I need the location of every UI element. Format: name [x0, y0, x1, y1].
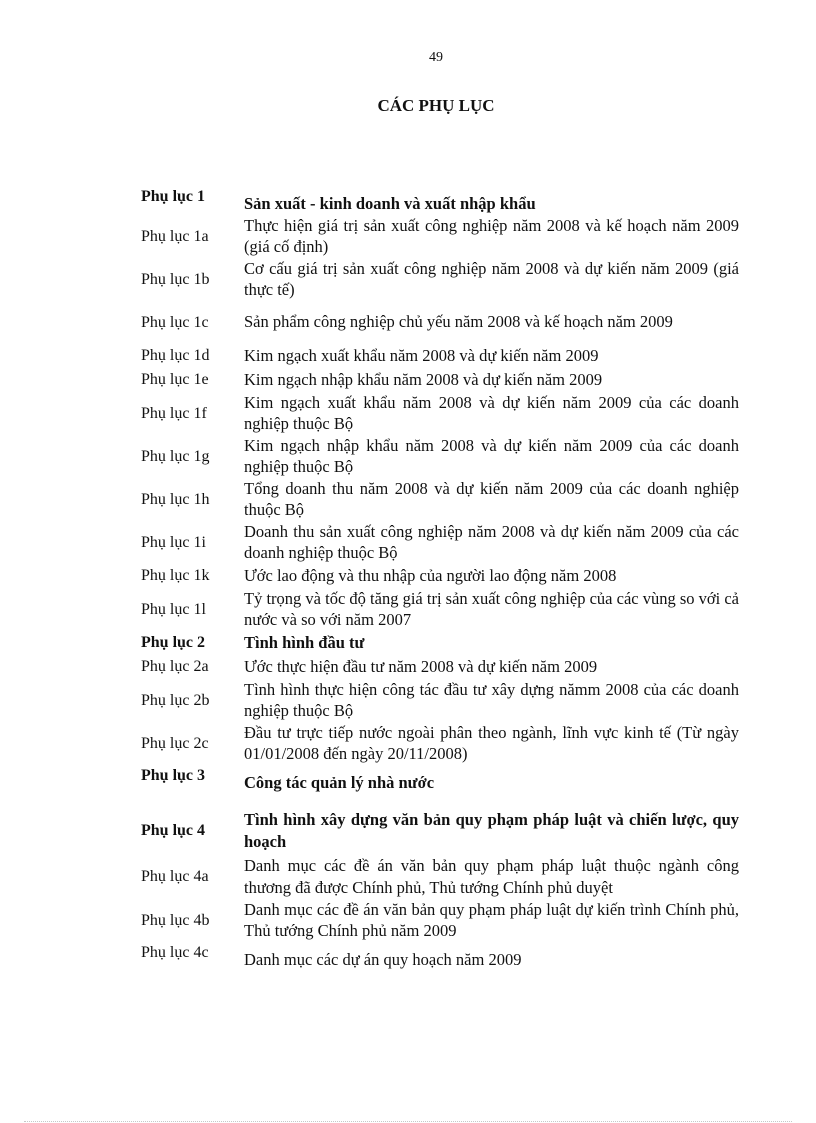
appendix-row-2a: [141, 655, 739, 679]
appendix-title: Công tác quản lý nhà nước: [244, 772, 435, 792]
appendix-row-1b: [141, 258, 739, 301]
appendix-code: Phụ lục 1l: [141, 600, 206, 618]
appendix-code: Phụ lục 1g: [141, 447, 210, 465]
appendix-title: Danh mục các đề án văn bản quy phạm pháp luật dự kiến trình Chính phủ, Thủ tướng Chính phủ năm 2009: [244, 899, 739, 940]
appendix-title: Đầu tư trực tiếp nước ngoài phân theo ngành, lĩnh vực kinh tế (Từ ngày 01/01/2008 đến ngày 20/11/2008): [244, 722, 739, 763]
appendix-row-3: [141, 765, 739, 807]
appendix-row-2c: [141, 722, 739, 765]
appendix-row-1f: [141, 392, 739, 435]
appendix-code: Phụ lục 1k: [141, 567, 210, 584]
appendix-row-4b: [141, 899, 739, 942]
appendix-row-1: [141, 186, 739, 215]
appendix-code: Phụ lục 2c: [141, 734, 209, 752]
appendix-title: Sản phẩm công nghiệp chủ yếu năm 2008 và kế hoạch năm 2009: [244, 312, 673, 332]
appendix-row-1c: [141, 301, 739, 344]
appendix-title: Kim ngạch nhập khẩu năm 2008 và dự kiến năm 2009 của các doanh nghiệp thuộc Bộ: [244, 435, 739, 476]
appendix-title: Thực hiện giá trị sản xuất công nghiệp năm 2008 và kế hoạch năm 2009 (giá cố định): [244, 215, 739, 256]
appendix-code: Phụ lục 1e: [141, 371, 209, 388]
appendix-code: Phụ lục 1f: [141, 404, 207, 422]
appendix-title: Tình hình đầu tư: [244, 632, 365, 652]
appendix-row-1g: [141, 435, 739, 478]
appendix-list: [141, 186, 739, 972]
appendix-title: Doanh thu sản xuất công nghiệp năm 2008 và dự kiến năm 2009 của các doanh nghiệp thuộc Bộ: [244, 521, 739, 562]
appendix-title: Cơ cấu giá trị sản xuất công nghiệp năm 2008 và dự kiến năm 2009 (giá thực tế): [244, 258, 739, 299]
appendix-code: Phụ lục 1d: [141, 347, 210, 364]
appendix-title: Kim ngạch nhập khẩu năm 2008 và dự kiến năm 2009: [244, 369, 603, 389]
appendix-row-4c: [141, 942, 739, 972]
appendix-code: Phụ lục 4b: [141, 911, 210, 929]
appendix-title: Tình hình xây dựng văn bản quy phạm pháp luật và chiến lược, quy hoạch: [244, 810, 739, 851]
appendix-title: Sản xuất - kinh doanh và xuất nhập khẩu: [244, 194, 536, 213]
appendix-code: Phụ lục 2b: [141, 691, 210, 709]
appendix-code: Phụ lục 1c: [141, 313, 209, 331]
appendix-code: Phụ lục 1b: [141, 270, 210, 288]
appendix-row-1d: [141, 344, 739, 368]
appendix-title: Tỷ trọng và tốc độ tăng giá trị sản xuất công nghiệp của các vùng so với cả nước và so với năm 2007: [244, 588, 739, 629]
appendix-row-1h: [141, 478, 739, 521]
appendix-code: Phụ lục 1i: [141, 533, 206, 551]
appendix-title: Ước lao động và thu nhập của người lao động năm 2008: [244, 565, 617, 585]
appendix-title: Kim ngạch xuất khẩu năm 2008 và dự kiến năm 2009: [244, 345, 599, 365]
appendix-code: Phụ lục 3: [141, 766, 206, 784]
appendix-row-1a: [141, 215, 739, 258]
page-title: CÁC PHỤ LỤC: [377, 96, 495, 115]
appendix-code: Phụ lục 4c: [141, 943, 209, 961]
appendix-code: Phụ lục 4a: [141, 868, 209, 885]
appendix-code: Phụ lục 2a: [141, 658, 209, 675]
page-number: 49: [429, 50, 443, 65]
appendix-title: Danh mục các đề án văn bản quy phạm pháp luật thuộc ngành công thương đã được Chính phủ, Thủ tướng Chính phủ duyệt: [244, 856, 739, 897]
appendix-row-4a: [141, 855, 739, 899]
appendix-code: Phụ lục 1: [141, 188, 206, 205]
appendix-code: Phụ lục 4: [141, 822, 206, 839]
appendix-row-1l: [141, 588, 739, 631]
appendix-row-2: [141, 631, 739, 655]
appendix-row-1e: [141, 368, 739, 392]
appendix-code: Phụ lục 1a: [141, 227, 209, 245]
appendix-title: Tình hình thực hiện công tác đầu tư xây dựng nămm 2008 của các doanh nghiệp thuộc Bộ: [244, 679, 739, 720]
appendix-title: Danh mục các dự án quy hoạch năm 2009: [244, 949, 522, 969]
appendix-title: Kim ngạch xuất khẩu năm 2008 và dự kiến năm 2009 của các doanh nghiệp thuộc Bộ: [244, 392, 739, 433]
appendix-row-4: [141, 807, 739, 855]
appendix-code: Phụ lục 2: [141, 634, 206, 651]
appendix-row-2b: [141, 679, 739, 722]
appendix-code: Phụ lục 1h: [141, 490, 210, 508]
appendix-title: Ước thực hiện đầu tư năm 2008 và dự kiến năm 2009: [244, 656, 598, 676]
appendix-title: Tổng doanh thu năm 2008 và dự kiến năm 2009 của các doanh nghiệp thuộc Bộ: [244, 478, 739, 519]
appendix-row-1k: [141, 564, 739, 588]
bottom-dotted-rule: [24, 1121, 792, 1122]
appendix-row-1i: [141, 521, 739, 564]
